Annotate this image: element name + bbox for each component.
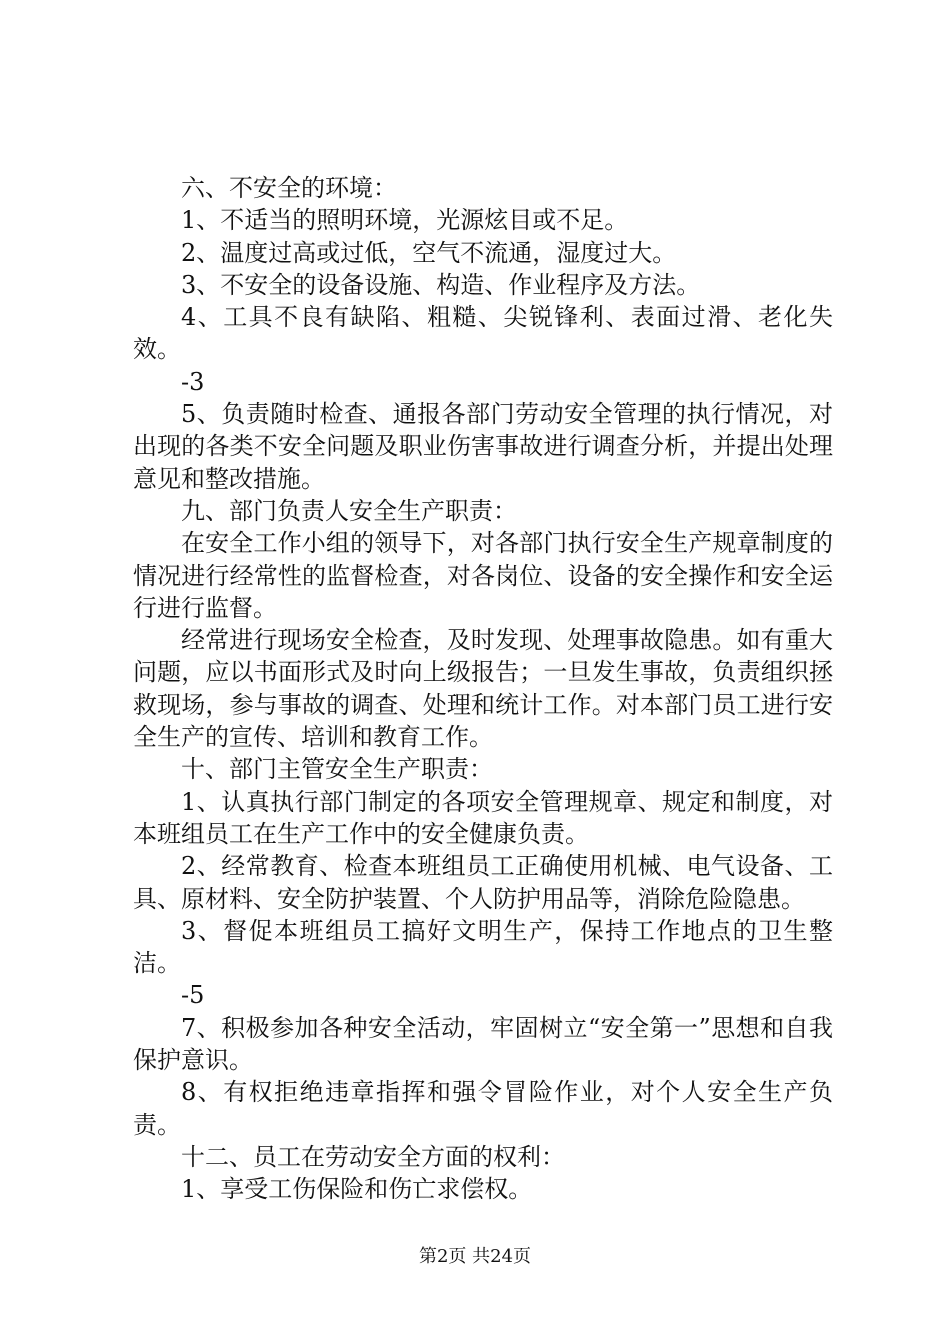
list-item: 5、负责随时检查、通报各部门劳动安全管理的执行情况，对出现的各类不安全问题及职业伤害事故进行调查分析，并提出处理意见和整改措施。 [133, 400, 833, 493]
list-item: 1、认真执行部门制定的各项安全管理规章、规定和制度，对本班组员工在生产工作中的安全健康负责。 [133, 787, 833, 848]
list-item: 2、经常教育、检查本班组员工正确使用机械、电气设备、工具、原材料、安全防护装置、个人防护用品等，消除危险隐患。 [133, 852, 833, 913]
list-item: 8、有权拒绝违章指挥和强令冒险作业，对个人安全生产负责。 [133, 1078, 833, 1139]
list-item: 1、享受工伤保险和伤亡求偿权。 [181, 1175, 533, 1204]
body-paragraph: 在安全工作小组的领导下，对各部门执行安全生产规章制度的情况进行经常性的监督检查，对各岗位、设备的安全操作和安全运行进行监督。 [133, 529, 833, 622]
section-heading-unsafe-environment: 六、不安全的环境： [181, 174, 397, 202]
list-item: 3、督促本班组员工搞好文明生产，保持工作地点的卫生整洁。 [133, 916, 833, 978]
page-marker: -5 [181, 981, 205, 1010]
page-marker: -3 [181, 367, 205, 396]
list-item: 3、不安全的设备设施、构造、作业程序及方法。 [181, 270, 701, 299]
list-item: 2、温度过高或过低，空气不流通，湿度过大。 [181, 238, 677, 267]
section-heading-employee-rights: 十二、员工在劳动安全方面的权利： [181, 1142, 565, 1171]
list-item: 4、工具不良有缺陷、粗糙、尖锐锋利、表面过滑、老化失效。 [133, 303, 833, 364]
list-item: 1、不适当的照明环境，光源炫目或不足。 [181, 206, 629, 235]
document-body [133, 172, 833, 1206]
page-footer: 第2页 共24页 [418, 1246, 532, 1267]
list-item: 7、积极参加各种安全活动，牢固树立“安全第一”思想和自我保护意识。 [133, 1013, 833, 1075]
section-heading-department-supervisor: 十、部门主管安全生产职责： [181, 755, 493, 784]
body-paragraph: 经常进行现场安全检查，及时发现、处理事故隐患。如有重大问题，应以书面形式及时向上级报告；一旦发生事故，负责组织拯救现场，参与事故的调查、处理和统计工作。对本部门员工进行安全生产的宣传、培训和教育工作。 [133, 626, 833, 752]
section-heading-department-head: 九、部门负责人安全生产职责： [181, 496, 517, 525]
